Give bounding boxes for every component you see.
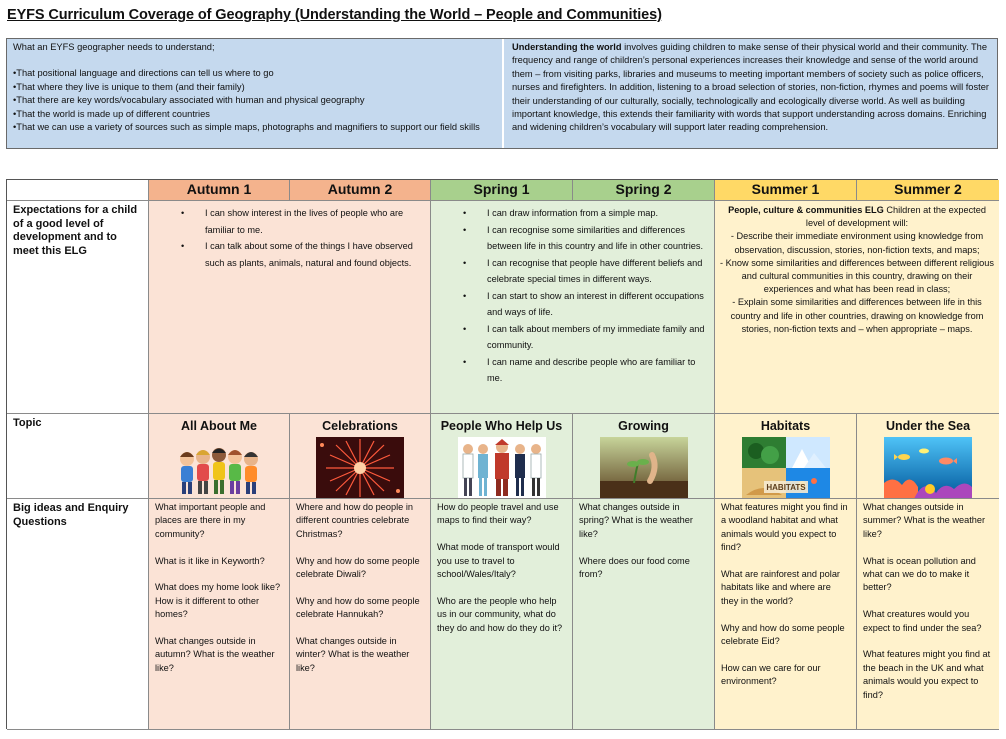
- enquiry-question: Where and how do people in different countries celebrate Christmas?: [296, 502, 413, 539]
- topic-label: Topic: [7, 414, 149, 499]
- habitats-caption: HABITATS: [765, 483, 806, 492]
- list-item: • That positional language and directions can tell us where to go: [13, 67, 496, 80]
- list-item: • I can recognise that people have different beliefs and celebrate special times in different ways.: [439, 255, 708, 288]
- intro-left-heading: What an EYFS geographer needs to understand;: [13, 42, 215, 52]
- header-autumn-1: Autumn 1: [149, 180, 290, 201]
- header-summer-1: Summer 1: [715, 180, 857, 201]
- seedling-image: [600, 437, 688, 499]
- list-item: • I can name and describe people who are familiar to me.: [439, 354, 708, 387]
- enquiry-question: What does my home look like? How is it different to other homes?: [155, 582, 281, 620]
- list-item: • That we can use a variety of sources such as simple maps, photographs and magnifiers to support our field skills: [13, 121, 496, 134]
- elg-title: People, culture & communities ELG: [728, 205, 884, 215]
- enquiry-question: What features might you find at the beach in the UK and what animals would you expect to find?: [863, 649, 991, 700]
- enquiry-question: Where does our food come from?: [579, 555, 690, 580]
- questions-autumn-2: [290, 499, 431, 730]
- enquiry-question: Who are the people who help us in our community, what do they do and how do they do it?: [437, 595, 563, 633]
- questions-summer-2: [857, 499, 999, 730]
- topic-under-the-sea: [857, 414, 999, 499]
- list-item: • I can start to show an interest in different occupations and ways of life.: [439, 288, 708, 321]
- topic-title: All About Me: [181, 419, 257, 433]
- page-title: EYFS Curriculum Coverage of Geography (Understanding the World – People and Communities): [7, 7, 662, 23]
- header-summer-2: Summer 2: [857, 180, 999, 201]
- list-item: • I can talk about members of my immediate family and community.: [439, 321, 708, 354]
- fireworks-image: [316, 437, 404, 499]
- header-autumn-2: Autumn 2: [290, 180, 431, 201]
- header-spring-1: Spring 1: [431, 180, 573, 201]
- enquiry-question: What is it like in Keyworth?: [155, 555, 265, 566]
- summer-expectations: [715, 201, 999, 414]
- list-item: • I can talk about some of the things I have observed such as plants, animals, natural and found objects.: [157, 238, 424, 271]
- elg-intro: Children at the expected level of development will:: [805, 205, 986, 229]
- questions-spring-2: [573, 499, 715, 730]
- enquiry-question: What creatures would you expect to find under the sea?: [863, 609, 982, 633]
- intro-right-bold: Understanding the world: [512, 42, 622, 52]
- topic-habitats: [715, 414, 857, 499]
- intro-left-panel: [7, 39, 504, 148]
- list-item: • That the world is made up of different countries: [13, 108, 496, 121]
- expectations-label: Expectations for a child of a good level of development and to meet this ELG: [7, 201, 149, 414]
- children-cartoon-image: [175, 437, 263, 499]
- topic-celebrations: [290, 414, 431, 499]
- enquiry-question: How do people travel and use maps to find their way?: [437, 502, 559, 526]
- enquiry-question: What mode of transport would you use to travel to school/Wales/Italy?: [437, 542, 560, 580]
- enquiry-question: Why and how do some people celebrate Eid?: [721, 622, 845, 647]
- enquiry-question: What is ocean pollution and what can we do to make it better?: [863, 555, 976, 593]
- list-item: • That where they live is unique to them (and their family): [13, 81, 496, 94]
- list-item: • That there are key words/vocabulary associated with human and physical geography: [13, 94, 496, 107]
- coral-reef-image: [884, 437, 972, 499]
- topic-growing: [573, 414, 715, 499]
- expectations-row: [7, 201, 997, 414]
- enquiry-question: What important people and places are there in my community?: [155, 502, 266, 539]
- enquiry-question: What changes outside in spring? What is the weather like?: [579, 502, 693, 539]
- autumn-expectations: [149, 201, 431, 414]
- intro-right-text: involves guiding children to make sense of their physical world and their community. The frequency and range of children’s personal experiences increases their knowledge and sense of the world around them – from visiting parks, libraries and museums to meeting important members of society such as police officers, nurses and firefighters. In addition, listening to a broad selection of stories, non-fiction, rhymes and poems will foster their understanding of our culturally, socially, technologically and ecologically diverse world. As well as building important knowledge, this extends their familiarity with words that support understanding across domains. Enriching and widening children’s vocabulary will support later reading comprehension.: [512, 42, 989, 133]
- intro-right-panel: [504, 39, 997, 148]
- enquiry-question: What changes outside in winter? What is the weather like?: [296, 636, 410, 673]
- list-item: • I can draw information from a simple map.: [439, 205, 708, 222]
- topic-title: Habitats: [760, 419, 811, 433]
- enquiry-question: Why and how do some people celebrate Hannukah?: [296, 595, 420, 620]
- list-item: • I can recognise some similarities and differences between life in this country and life in other countries.: [439, 222, 708, 255]
- elg-point: - Explain some similarities and differences between life in this country and life in other countries, drawing on knowledge from stories, non-fiction texts and – when appropriate – maps.: [730, 297, 984, 334]
- topic-title: Under the Sea: [885, 419, 971, 433]
- enquiry-question: What changes outside in autumn? What is the weather like?: [155, 636, 275, 673]
- corner-cell: [7, 180, 149, 201]
- intro-left-list: [13, 67, 496, 134]
- enquiry-question: What are rainforest and polar habitats like and where are they in the world?: [721, 569, 840, 606]
- enquiry-question: How can we care for our environment?: [721, 662, 821, 687]
- enquiry-question: What changes outside in summer? What is the weather like?: [863, 502, 986, 539]
- topic-people-who-help-us: [431, 414, 573, 499]
- enquiry-question: Why and how do some people celebrate Diwali?: [296, 555, 420, 580]
- elg-point: - Know some similarities and differences between different religious and cultural communities in this country, drawing on their experiences and what has been read in class;: [720, 257, 994, 295]
- topic-row: [7, 414, 997, 499]
- spring-expectations: [431, 201, 715, 414]
- elg-point: - Describe their immediate environment using knowledge from observation, discussion, stories, non-fiction texts, and maps;: [730, 231, 984, 255]
- topic-title: People Who Help Us: [440, 419, 563, 433]
- big-ideas-row: [7, 499, 997, 730]
- habitats-collage-image: [742, 437, 830, 499]
- big-ideas-label: Big ideas and Enquiry Questions: [7, 499, 149, 730]
- topic-title: Celebrations: [322, 419, 398, 433]
- term-header-row: [7, 180, 997, 201]
- questions-autumn-1: [149, 499, 290, 730]
- topic-all-about-me: [149, 414, 290, 499]
- list-item: • I can show interest in the lives of people who are familiar to me.: [157, 205, 424, 238]
- questions-summer-1: [715, 499, 857, 730]
- people-who-help-image: [458, 437, 546, 499]
- curriculum-grid: [6, 179, 998, 729]
- topic-title: Growing: [618, 419, 669, 433]
- enquiry-question: What features might you find in a woodland habitat and what animals would you expect to find?: [721, 502, 848, 553]
- questions-spring-1: [431, 499, 573, 730]
- header-spring-2: Spring 2: [573, 180, 715, 201]
- intro-table: [6, 38, 998, 149]
